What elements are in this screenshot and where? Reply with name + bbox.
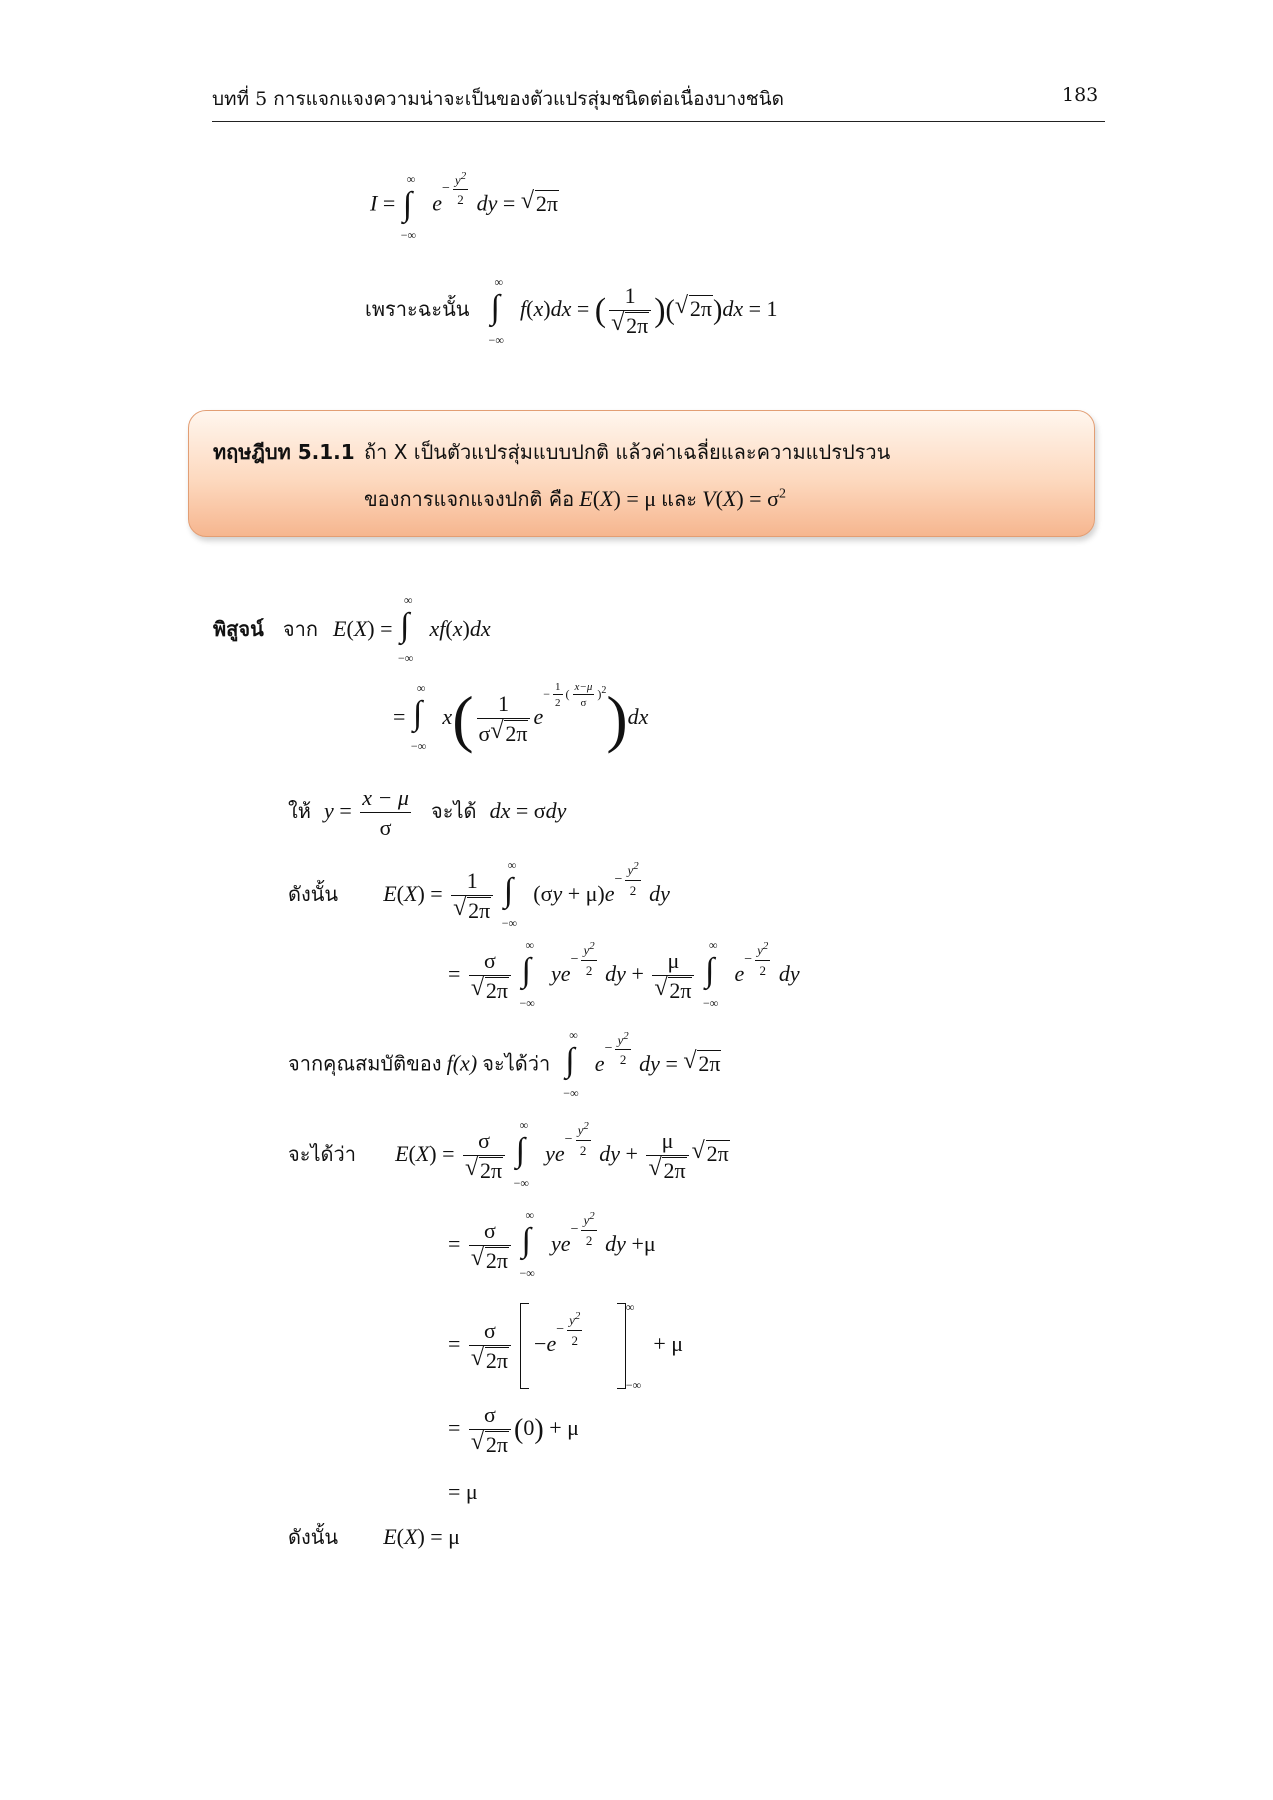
header-rule bbox=[212, 121, 1105, 122]
equation-pdf-integral: เพราะฉะนั้น ∞ ∫ −∞ f(x)dx = ( 1 √ 2π )(√ 2π)dx = 1 bbox=[365, 283, 778, 339]
theorem-label: ทฤษฎีบท 5.1.1 bbox=[213, 440, 355, 464]
proof-expectation-line: ดังนั้น E(X) = 1 √ 2π ∞ ∫ −∞ $(\sigma y + \mu)e^{- \frac{y^2}{2}}$ dy bbox=[288, 868, 670, 924]
theorem-line-1: ถ้า X เป็นตัวแปรสุ่มแบบปกติ แล้วค่าเฉลี่ยและความแปรปรวน bbox=[364, 440, 891, 464]
proof-property-line: จากคุณสมบัติของ f(x) จะได้ว่า ∞ ∫ −∞ $e^{- \frac{y^2}{2}}$ dy = √ 2π bbox=[288, 1040, 721, 1086]
proof-step-mu: = μ bbox=[448, 1479, 478, 1504]
page-number: 183 bbox=[1062, 84, 1099, 106]
proof-split-line: = σ √ 2π ∞ ∫ −∞ $ye^{- \frac{y^2}{2}}$ dy + μ √ 2π ∞ ∫ −∞ $e^{- \frac{y^2}{2}}$ dy bbox=[448, 948, 800, 1004]
proof-substitution: ให้ y = $\frac{x - \mu}{\sigma}$ จะได้ dx = σdy bbox=[288, 785, 567, 840]
proof-will-get-line: จะได้ว่า E(X) = σ √ 2π ∞ ∫ −∞ $ye^{- \frac{y^2}{2}}$ dy + μ √ 2π √ 2π bbox=[288, 1128, 730, 1184]
equation-gaussian-integral: I = ∞ ∫ −∞ $e^{- \frac{y^2}{2}}$ dy = √ 2π bbox=[370, 180, 559, 226]
therefore-word: เพราะฉะนั้น bbox=[365, 297, 470, 322]
theorem-line-2: ของการแจกแจงปกติ คือ E(X) = μ และ $V(X) = \sigma^2$ bbox=[364, 486, 786, 511]
proof-step-bracket: = σ √ 2π $-e^{- \frac{y^2}{2}}$ ∞ −∞ + μ bbox=[448, 1303, 683, 1389]
chapter-header: บทที่ 5 การแจกแจงความน่าจะเป็นของตัวแปรสุ่มชนิดต่อเนื่องบางชนิด bbox=[212, 88, 784, 110]
proof-line-1: พิสูจน์ จาก E(X) = ∞ ∫ −∞ xf(x)dx bbox=[213, 593, 491, 665]
theorem-box bbox=[188, 410, 1095, 537]
proof-step-plus-mu: = σ √ 2π ∞ ∫ −∞ $ye^{- \frac{y^2}{2}}$ dy +μ bbox=[448, 1218, 656, 1274]
proof-line-2: = ∞ ∫ −∞ x( $\frac{1}{\sigma√ 2\pi}$ $e^{- \frac{1}{2} ( \frac{x-\mu}{\sigma} )^2})dx$ bbox=[393, 682, 648, 756]
proof-label: พิสูจน์ bbox=[213, 617, 264, 642]
proof-step-zero: = σ √ 2π (0) + μ bbox=[448, 1402, 579, 1458]
proof-conclusion: ดังนั้น E(X) = μ bbox=[288, 1524, 460, 1549]
